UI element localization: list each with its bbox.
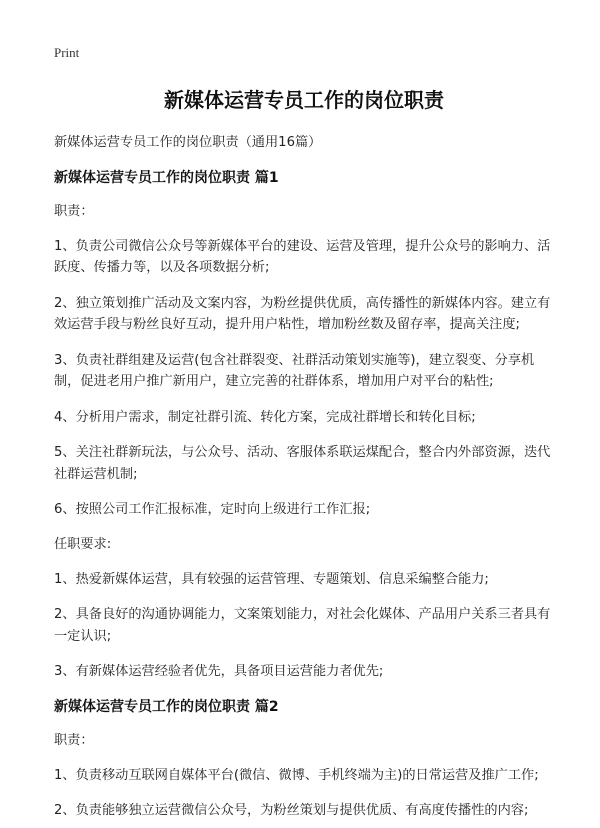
duty-item: 1、负责移动互联网自媒体平台(微信、微博、手机终端为主)的日常运营及推广工作; (54, 767, 539, 783)
duty-item: 2、负责能够独立运营微信公众号，为粉丝策划与提供优质、有高度传播性的内容; (54, 803, 529, 818)
requirement-item: 2、具备良好的沟通协调能力，文案策划能力，对社会化媒体、产品用户关系三者具有一定认识; (54, 607, 551, 644)
section-2 (54, 697, 554, 822)
section-heading: 新媒体运营专员工作的岗位职责 篇2 (54, 698, 279, 715)
section-1 (54, 168, 554, 683)
duty-item: 6、按照公司工作汇报标准，定时向上级进行工作汇报; (54, 502, 371, 517)
duties-label: 职责： (54, 203, 94, 219)
duties-label: 职责： (54, 732, 94, 748)
print-link[interactable]: Print (54, 45, 80, 60)
duty-item: 4、分析用户需求，制定社群引流、转化方案，完成社群增长和转化目标; (54, 409, 476, 425)
document-title: 新媒体运营专员工作的岗位职责 (164, 88, 444, 112)
duty-item: 1、负责公司微信公众号等新媒体平台的建设、运营及管理，提升公众号的影响力、活跃度、传播力等，以及各项数据分析; (54, 238, 551, 275)
requirement-item: 3、有新媒体运营经验者优先，具备项目运营能力者优先; (54, 664, 384, 679)
duty-item: 5、关注社群新玩法，与公众号、活动、客服体系联运煤配合，整合内外部资源，迭代社群运营机制; (54, 445, 551, 482)
duty-item: 2、独立策划推广活动及文案内容，为粉丝提供优质，高传播性的新媒体内容。建立有效运营手段与粉丝良好互动，提升用户粘性，增加粉丝数及留存率，提高关注度; (54, 295, 551, 332)
document-subtitle: 新媒体运营专员工作的岗位职责（通用16篇） (54, 135, 322, 150)
requirement-item: 1、热爱新媒体运营，具有较强的运营管理、专题策划、信息采编整合能力; (54, 571, 489, 587)
requirements-label: 任职要求: (54, 536, 112, 552)
duty-item: 3、负责社群组建及运营(包含社群裂变、社群活动策划实施等)，建立裂变、分享机制，促进老用户推广新用户，建立完善的社群体系，增加用户对平台的粘性; (54, 352, 535, 389)
section-heading: 新媒体运营专员工作的岗位职责 篇1 (54, 169, 279, 186)
